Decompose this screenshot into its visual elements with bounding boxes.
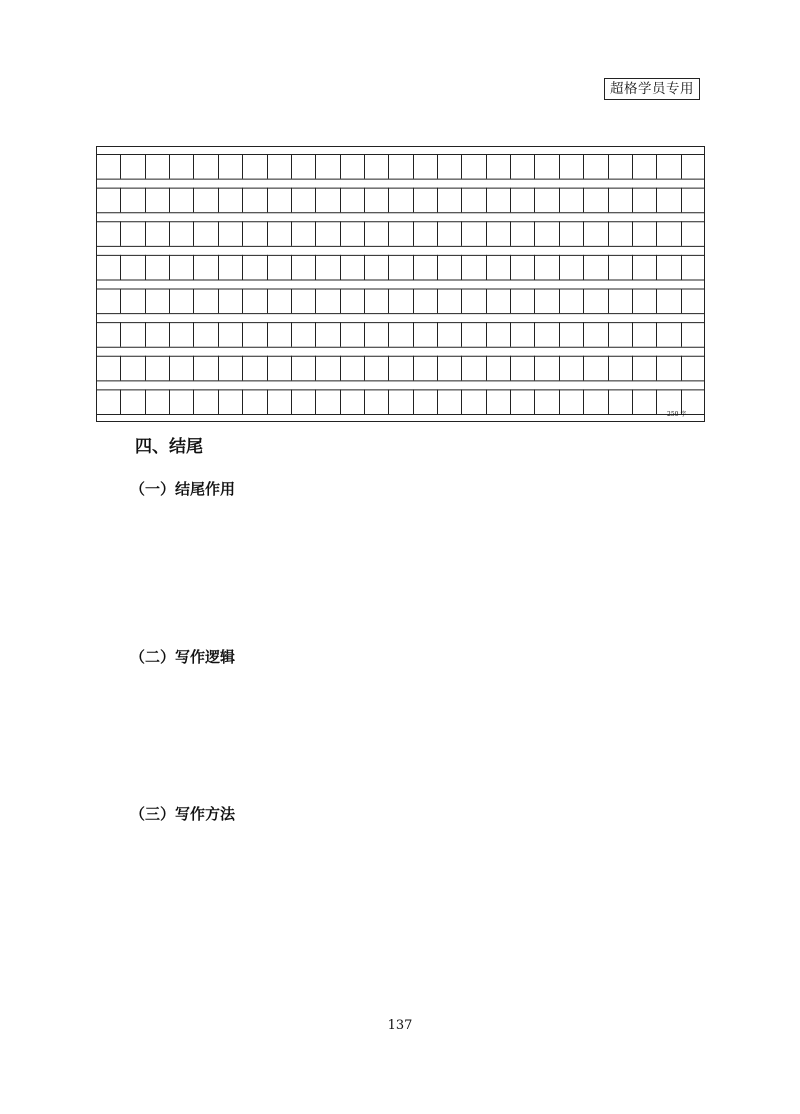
subsection-writing-method: （三）写作方法 <box>130 805 236 823</box>
word-count-marker: 250 字 <box>667 411 687 418</box>
subsection-ending-purpose: （一）结尾作用 <box>130 480 236 498</box>
exclusive-use-stamp: 超格学员专用 <box>604 78 700 100</box>
composition-grid <box>96 146 705 422</box>
subsection-writing-logic: （二）写作逻辑 <box>130 648 236 666</box>
section-heading: 四、结尾 <box>135 437 203 457</box>
page-number: 137 <box>387 1018 413 1033</box>
composition-grid-lines <box>96 146 705 422</box>
